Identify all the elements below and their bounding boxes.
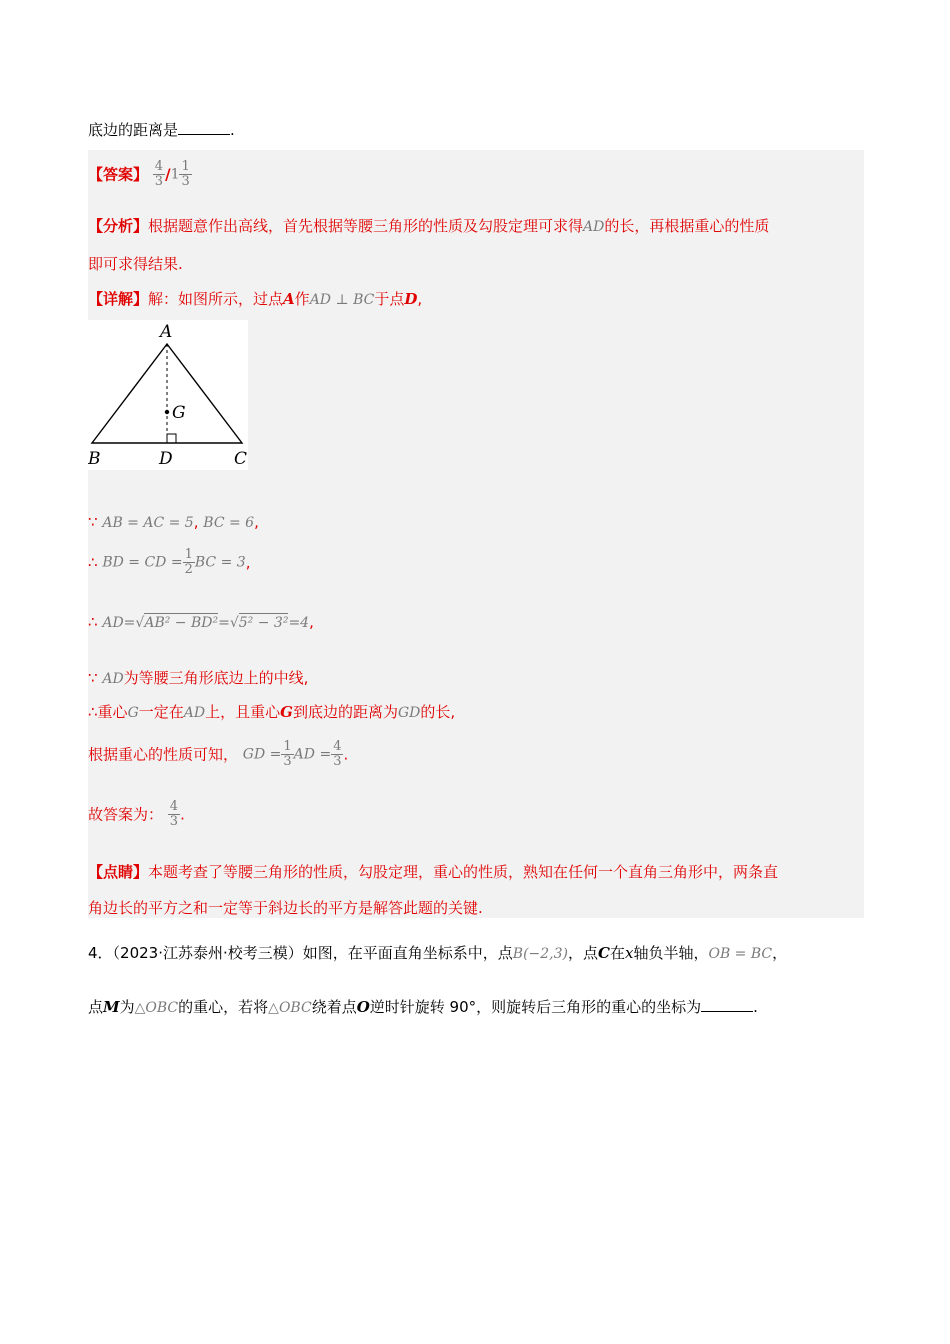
question-4-line-2: 点M为△OBC的重心，若将△OBC绕着点O逆时针旋转 90°，则旋转后三角形的重心的坐标为 .	[88, 998, 758, 1016]
step-2: ∴ BD = CD = $\frac{1}{2}$ BC = 3,	[88, 547, 251, 577]
solution-panel	[88, 150, 864, 918]
detail-line: 【详解】解：如图所示，过点A作AD ⊥ BC于点D,	[88, 290, 423, 308]
label-d: D	[159, 449, 173, 469]
step-3: ∴ AD=√AB² − BD²=√5² − 3²=4,	[88, 613, 314, 631]
answer-line: 【答案】 $\frac{4}{3}$ /1 $\frac{1}{3}$	[88, 159, 190, 189]
step-1: ∵ AB = AC = 5, BC = 6,	[88, 513, 259, 531]
isosceles-triangle-diagram	[88, 320, 248, 470]
previous-question-tail: 底边的距离是 .	[88, 121, 235, 139]
comment-line-1: 【点睛】本题考查了等腰三角形的性质，勾股定理，重心的性质，熟知在任何一个直角三角形中，两条直	[88, 863, 779, 881]
comment-tag: 【点睛】	[88, 863, 149, 881]
step-6: 根据重心的性质可知， GD = $\frac{1}{3}$ AD = $\frac{4}{3}$ .	[88, 739, 349, 769]
triangle-figure	[88, 320, 248, 470]
label-b: B	[88, 449, 101, 469]
answer-fraction: $\frac{4}{3}$	[154, 159, 164, 189]
question-4-answer-blank	[701, 997, 753, 1012]
centroid-point-g	[165, 410, 169, 414]
right-angle-mark	[167, 434, 176, 443]
step-5: ∴重心G一定在AD上，且重心G到底边的距离为GD的长,	[88, 703, 456, 721]
answer-mixed-fraction: $\frac{1}{3}$	[181, 159, 190, 189]
analysis-tag: 【分析】	[88, 217, 149, 235]
analysis-line-1: 【分析】根据题意作出高线，首先根据等腰三角形的性质及勾股定理可求得AD的长，再根据重心的性质	[88, 217, 770, 235]
analysis-line-2: 即可求得结果.	[88, 255, 183, 273]
answer-tag: 【答案】	[88, 165, 149, 184]
answer-blank	[178, 120, 230, 135]
final-answer-line: 故答案为： $\frac{4}{3}$ .	[88, 799, 185, 829]
label-a: A	[160, 322, 173, 342]
detail-tag: 【详解】	[88, 290, 149, 308]
label-g: G	[172, 403, 186, 423]
comment-line-2: 角边长的平方之和一定等于斜边长的平方是解答此题的关键.	[88, 899, 483, 917]
step-4: ∵ AD为等腰三角形底边上的中线,	[88, 669, 309, 687]
question-4-line-1: 4．（2023·江苏泰州·校考三模）如图，在平面直角坐标系中，点B(−2,3)，点C在x轴负半轴，OB = BC，	[88, 944, 788, 962]
label-c: C	[234, 449, 248, 469]
